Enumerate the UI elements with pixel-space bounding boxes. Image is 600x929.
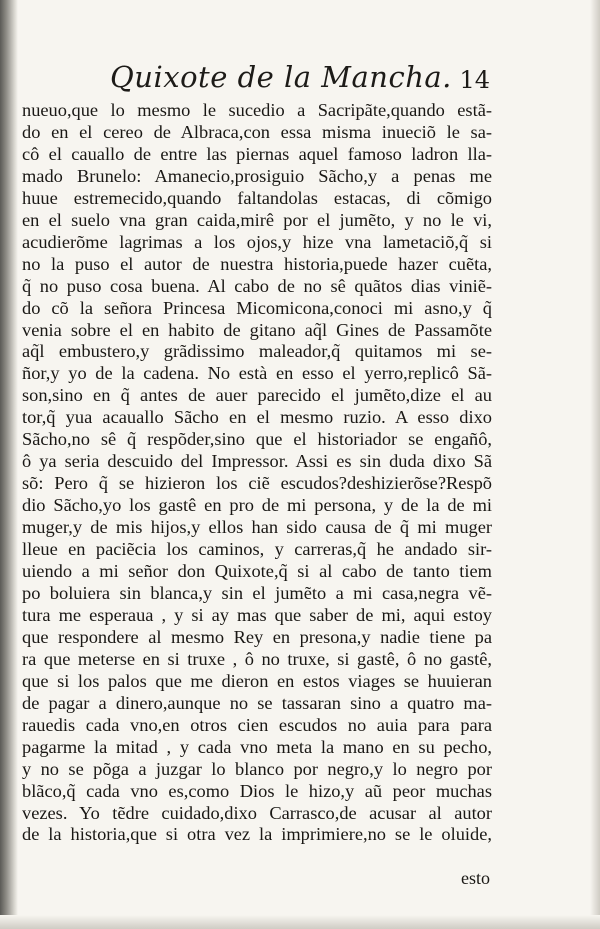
text-line: sõ: Pero q̃ se hizieron los ciẽ escudos?deshizierõse?Respõ: [22, 473, 492, 494]
text-line: de la historia,que si otra vez la imprimiere,no se le oluide,: [22, 824, 492, 845]
text-line: po boluiera sin blanca,y sin el jumẽto a mi casa,negra vẽ-: [22, 582, 492, 603]
text-line: no la puso el autor de nuestra historia,puede hazer cuẽta,: [22, 253, 492, 274]
text-line: pagarme la mitad , y cada vno meta la mano en su pecho,: [22, 736, 492, 757]
text-line: muger,y de mis hijos,y ellos han sido causa de q̃ mi muger: [22, 517, 492, 538]
text-line: mado Brunelo: Amanecio,prosiguio Sãcho,y a penas me: [22, 165, 492, 186]
text-line: ô ya seria descuido del Impressor. Assi es sin duda dixo Sã: [22, 451, 492, 472]
page-header: [110, 60, 490, 100]
text-line: nueuo,que lo mesmo le sucedio a Sacripãte,quando estã-: [22, 100, 492, 120]
text-line: tura me esperaua , y si ay mas que saber de mi, aqui estoy: [22, 604, 492, 625]
text-line: uiendo a mi señor don Quixote,q̃ si al cabo de tanto tiem: [22, 561, 492, 582]
text-line: do cõ la señora Princesa Micomicona,conoci mi asno,y q̃: [22, 297, 492, 318]
text-line: que respondere al mesmo Rey en presona,y nadie tiene pa: [22, 626, 492, 647]
page-bottom-edge: [0, 915, 600, 929]
text-line: ra que meterse en si truxe , ô no truxe, si gastê, ô no gastê,: [22, 648, 492, 669]
text-line: acudierõme lagrimas a los ojos,y hize vna lametaciõ,q̃ si: [22, 231, 492, 252]
page-number: 14: [459, 66, 490, 94]
text-line: venia sobre el en habito de gitano aq̃l Gines de Passamõte: [22, 319, 492, 340]
text-line: y no se põga a juzgar lo blanco por negro,y lo negro por: [22, 758, 492, 779]
text-line: dio Sãcho,yo los gastê en pro de mi persona, y de la de mi: [22, 495, 492, 516]
text-line: ñor,y yo de la cadena. No està en esso el yerro,replicô Sã-: [22, 363, 492, 384]
text-line: de pagar a dinero,aunque no se tassaran sino a quatro ma-: [22, 692, 492, 713]
running-title: Quixote de la Mancha.: [110, 60, 452, 94]
text-line: son,sino en q̃ antes de auer parecido el jumẽto,dize el au: [22, 385, 492, 406]
text-line: que si los palos que me dieron en estos viages se huuieran: [22, 670, 492, 691]
text-line: vezes. Yo tẽdre cuidado,dixo Carrasco,de acusar al autor: [22, 802, 492, 823]
page-binding-shadow: [0, 0, 18, 929]
text-line: aq̃l embustero,y grãdissimo maleador,q̃ quitamos mi se-: [22, 341, 492, 362]
text-line: rauedis cada vno,en otros cien escudos no auia para para: [22, 714, 492, 735]
text-line: lleue en paciẽcia los caminos, y carreras,q̃ he andado sir-: [22, 539, 492, 560]
text-line: Sãcho,no sê q̃ respõder,sino que el historiador se engañô,: [22, 429, 492, 450]
text-line: huue estremecido,quando faltandolas estacas, di cõmigo: [22, 187, 492, 208]
text-line: tor,q̃ yua acauallo Sãcho en el mesmo ruzio. A esso dixo: [22, 407, 492, 428]
catchword: esto: [461, 868, 490, 888]
text-line: blãco,q̃ cada vno es,como Dios le hizo,y aũ peor muchas: [22, 780, 492, 801]
text-line: cô el cauallo de entre las piernas aquel famoso ladron lla-: [22, 143, 492, 164]
body-text: [22, 100, 492, 846]
text-line: q̃ no puso cosa buena. Al cabo de no sê quãtos dias viniẽ-: [22, 275, 492, 296]
text-line: en el suelo vna gran caida,mirê por el jumẽto, y no le vi,: [22, 209, 492, 230]
page-right-edge: [590, 0, 600, 929]
text-line: do en el cereo de Albraca,con essa misma inueciõ le sa-: [22, 121, 492, 142]
